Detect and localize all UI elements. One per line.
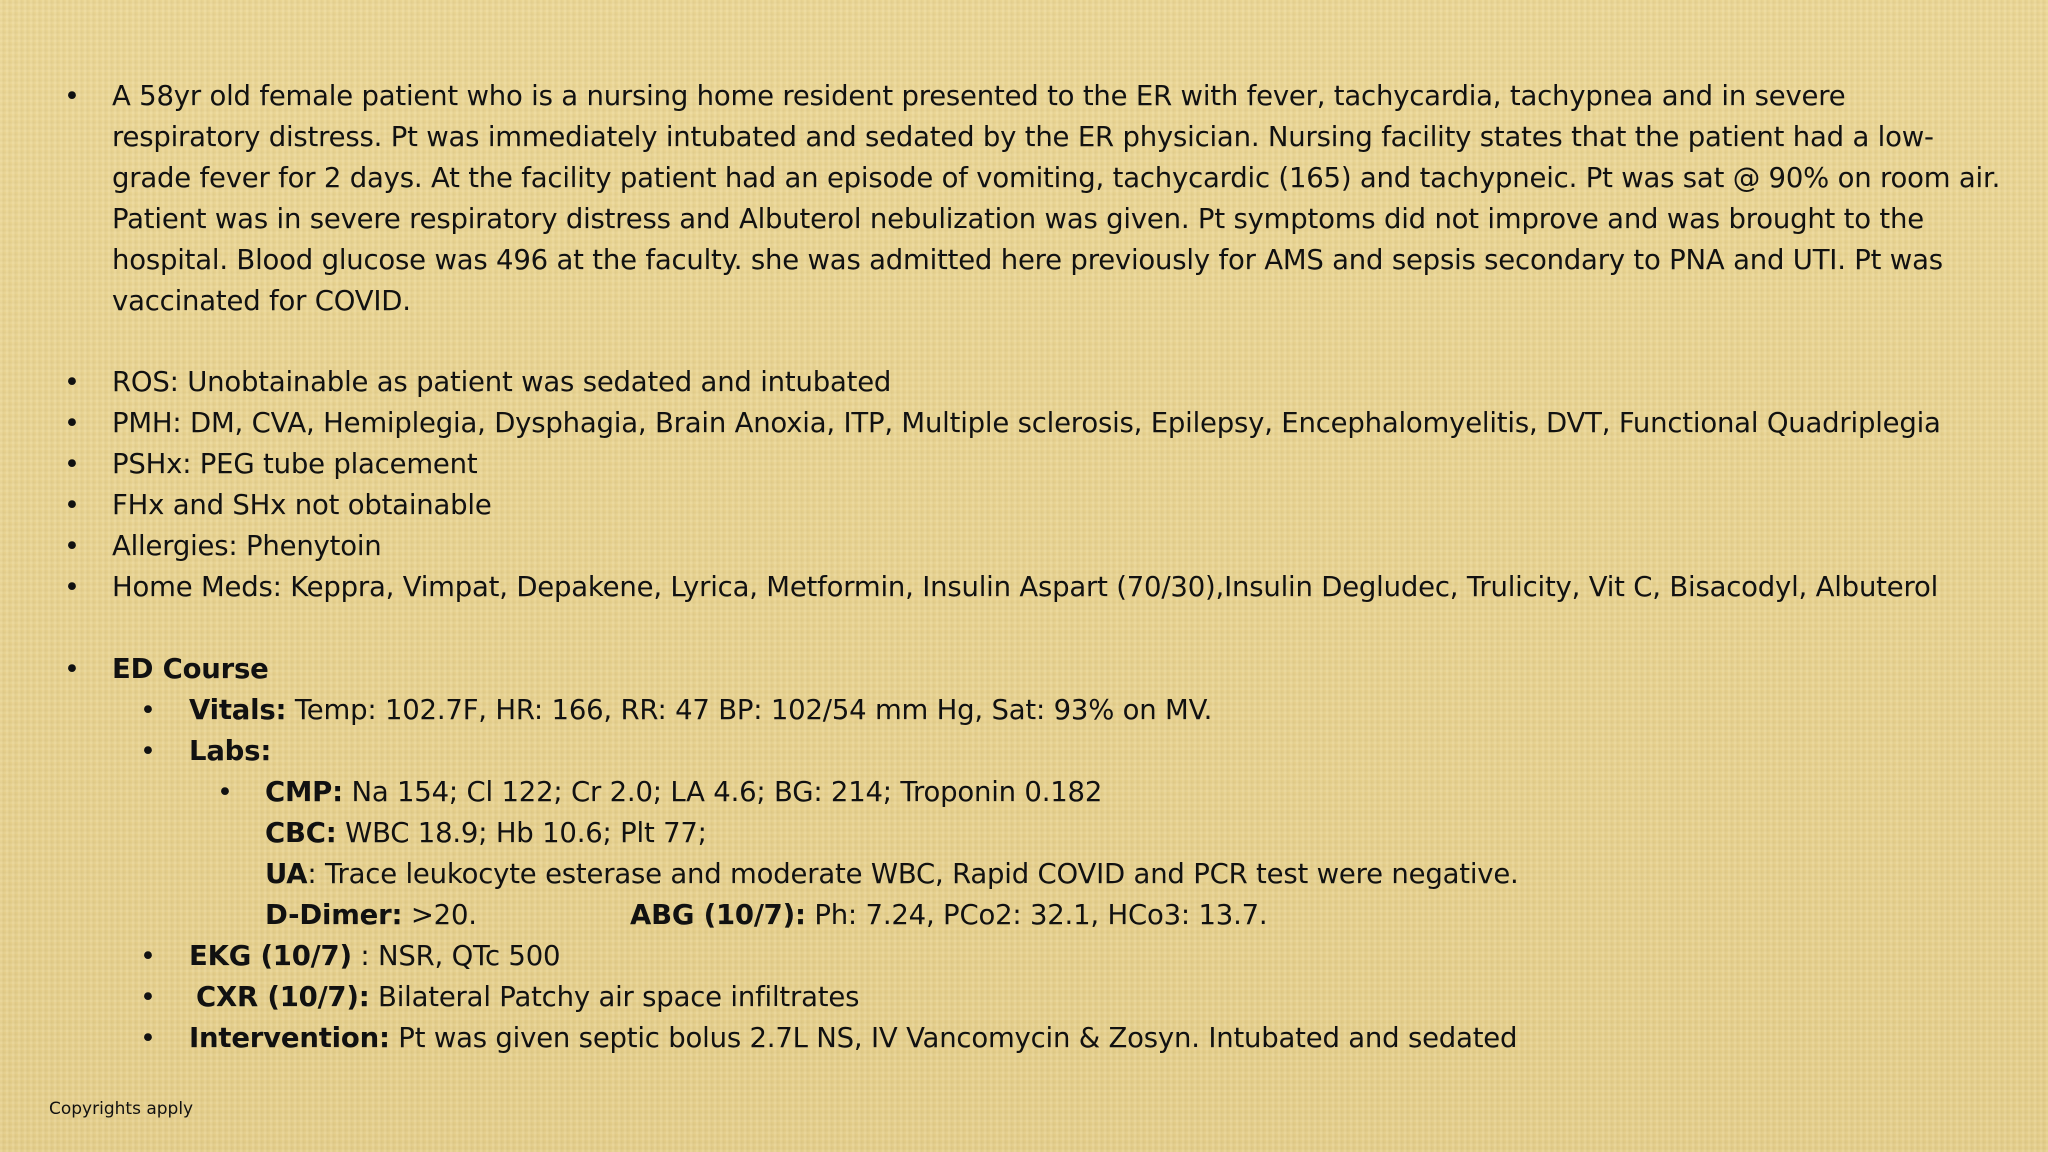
bullet-ekg: • — [140, 941, 156, 972]
intervention-item — [189, 1018, 1517, 1059]
abg-item — [630, 895, 1267, 936]
bullet-ed-course: • — [64, 654, 80, 685]
ros-item: ROS: Unobtainable as patient was sedated and intubated — [112, 366, 892, 398]
intervention-text: Pt was given septic bolus 2.7L NS, IV Vancomycin & Zosyn. Intubated and sedated — [389, 1022, 1518, 1054]
intro-paragraph — [112, 76, 2012, 322]
ua-item — [265, 854, 1519, 895]
intro-line-1: A 58yr old female patient who is a nursing home resident presented to the ER with fever, tachycardia, tachypnea and in severe — [112, 80, 1846, 112]
bullet-allergies: • — [64, 531, 80, 562]
ddimer-item — [265, 895, 477, 936]
cbc-text: WBC 18.9; Hb 10.6; Plt 77; — [336, 817, 707, 849]
fhx-item: FHx and SHx not obtainable — [112, 489, 492, 521]
copyright-notice: Copyrights apply — [49, 1099, 194, 1119]
vitals-label: Vitals: — [189, 694, 287, 726]
cbc-item — [265, 813, 707, 854]
bullet-home-meds: • — [64, 572, 80, 603]
bullet-labs: • — [140, 736, 156, 767]
bullet-cmp: • — [217, 777, 233, 808]
cbc-label: CBC: — [265, 817, 337, 849]
ekg-label: EKG (10/7) — [189, 940, 352, 972]
cxr-text: Bilateral Patchy air space infiltrates — [369, 981, 860, 1013]
allergies-item: Allergies: Phenytoin — [112, 530, 382, 562]
ddimer-label: D-Dimer: — [265, 899, 403, 931]
bullet-fhx: • — [64, 490, 80, 521]
intro-line-5: hospital. Blood glucose was 496 at the faculty. she was admitted here previously for AMS and sepsis secondary to PNA and UTI. Pt was — [112, 244, 1943, 276]
labs-item: Labs: — [189, 735, 272, 767]
vitals-item — [189, 690, 1212, 731]
pshx-item: PSHx: PEG tube placement — [112, 448, 478, 480]
pmh-item: PMH: DM, CVA, Hemiplegia, Dysphagia, Brain Anoxia, ITP, Multiple sclerosis, Epilepsy, Encephalomyelitis, DVT, Functional Quadriplegia — [112, 407, 1941, 439]
bullet-pmh: • — [64, 408, 80, 439]
intro-line-2: respiratory distress. Pt was immediately intubated and sedated by the ER physician. Nursing facility states that the patient had a low- — [112, 121, 1934, 153]
cxr-label: CXR (10/7): — [196, 981, 370, 1013]
vitals-text: Temp: 102.7F, HR: 166, RR: 47 BP: 102/54 mm Hg, Sat: 93% on MV. — [286, 694, 1213, 726]
cxr-item — [196, 977, 859, 1018]
bullet-intro: • — [64, 81, 80, 112]
ddimer-text: >20. — [402, 899, 477, 931]
bullet-vitals: • — [140, 695, 156, 726]
intervention-label: Intervention: — [189, 1022, 390, 1054]
cmp-item — [265, 772, 1102, 813]
ekg-text: : NSR, QTc 500 — [351, 940, 561, 972]
cmp-text: Na 154; Cl 122; Cr 2.0; LA 4.6; BG: 214; Troponin 0.182 — [342, 776, 1103, 808]
bullet-intervention: • — [140, 1023, 156, 1054]
ekg-item — [189, 936, 560, 977]
bullet-cxr: • — [140, 982, 156, 1013]
cmp-label: CMP: — [265, 776, 343, 808]
abg-text: Ph: 7.24, PCo2: 32.1, HCo3: 13.7. — [805, 899, 1268, 931]
abg-label: ABG (10/7): — [630, 899, 806, 931]
ua-text: : Trace leukocyte esterase and moderate WBC, Rapid COVID and PCR test were negative. — [307, 858, 1519, 890]
ua-label: UA — [265, 858, 308, 890]
bullet-pshx: • — [64, 449, 80, 480]
intro-line-3: grade fever for 2 days. At the facility patient had an episode of vomiting, tachycardic (165) and tachypneic. Pt was sat @ 90% on room air. — [112, 162, 2001, 194]
intro-line-6: vaccinated for COVID. — [112, 285, 411, 317]
home-meds-item: Home Meds: Keppra, Vimpat, Depakene, Lyrica, Metformin, Insulin Aspart (70/30),Insulin Degludec, Trulicity, Vit C, Bisacodyl, Albuterol — [112, 571, 1939, 603]
intro-line-4: Patient was in severe respiratory distress and Albuterol nebulization was given. Pt symptoms did not improve and was brought to the — [112, 203, 1924, 235]
bullet-ros: • — [64, 367, 80, 398]
ed-course-heading: ED Course — [112, 653, 269, 685]
